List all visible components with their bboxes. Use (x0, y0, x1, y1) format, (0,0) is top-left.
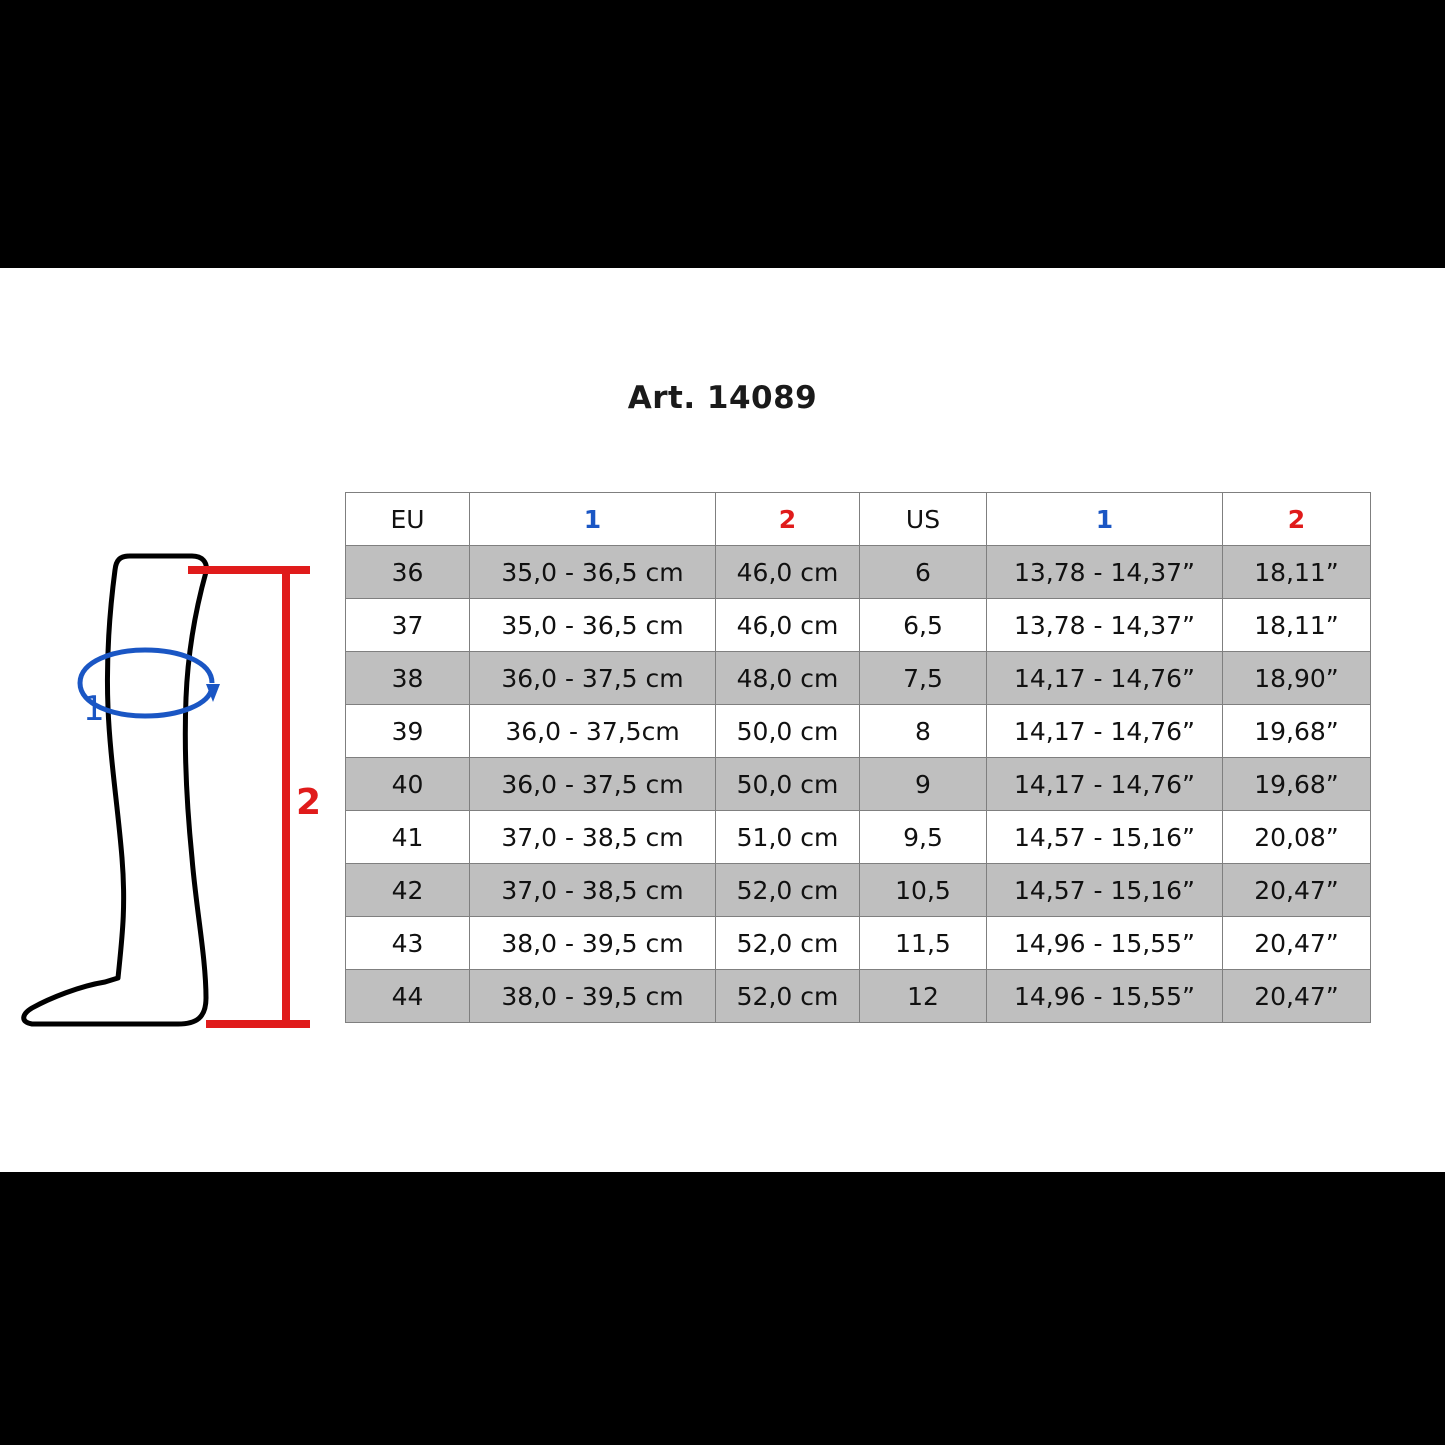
cell-in2: 18,90” (1223, 652, 1371, 705)
size-table (345, 492, 1371, 1023)
cell-in1: 14,17 - 14,76” (987, 758, 1223, 811)
cell-eu: 36 (346, 546, 470, 599)
cell-eu: 37 (346, 599, 470, 652)
table-row (346, 546, 1371, 599)
cell-us: 7,5 (860, 652, 987, 705)
cell-eu: 43 (346, 917, 470, 970)
diagram-label-circumference: 1 (83, 689, 105, 729)
cell-cm1: 35,0 - 36,5 cm (470, 599, 716, 652)
table-header-row (346, 493, 1371, 546)
cell-us: 6,5 (860, 599, 987, 652)
cell-us: 10,5 (860, 864, 987, 917)
cell-cm1: 38,0 - 39,5 cm (470, 970, 716, 1023)
cell-cm2: 46,0 cm (716, 599, 860, 652)
cell-cm1: 37,0 - 38,5 cm (470, 811, 716, 864)
cell-in1: 14,96 - 15,55” (987, 970, 1223, 1023)
cell-in2: 20,47” (1223, 970, 1371, 1023)
diagram-label-height: 2 (296, 782, 322, 823)
cell-us: 12 (860, 970, 987, 1023)
cell-cm2: 50,0 cm (716, 705, 860, 758)
leg-measurement-diagram (10, 458, 340, 1028)
column-header-inch-circumference: 1 (987, 493, 1223, 546)
cell-eu: 38 (346, 652, 470, 705)
table-row (346, 811, 1371, 864)
cell-eu: 42 (346, 864, 470, 917)
cell-cm2: 48,0 cm (716, 652, 860, 705)
column-header-inch-height: 2 (1223, 493, 1371, 546)
cell-in2: 20,08” (1223, 811, 1371, 864)
cell-in1: 13,78 - 14,37” (987, 546, 1223, 599)
cell-cm1: 36,0 - 37,5cm (470, 705, 716, 758)
table-row (346, 652, 1371, 705)
chart-sheet (0, 268, 1445, 1172)
height-indicator-icon (188, 566, 310, 1028)
table-row (346, 758, 1371, 811)
cell-in1: 14,96 - 15,55” (987, 917, 1223, 970)
cell-eu: 41 (346, 811, 470, 864)
cell-in1: 14,57 - 15,16” (987, 811, 1223, 864)
cell-in1: 13,78 - 14,37” (987, 599, 1223, 652)
cell-us: 11,5 (860, 917, 987, 970)
cell-in2: 20,47” (1223, 917, 1371, 970)
cell-in1: 14,17 - 14,76” (987, 705, 1223, 758)
column-header-cm-circumference: 1 (470, 493, 716, 546)
table-header (346, 493, 1371, 546)
cell-in2: 19,68” (1223, 758, 1371, 811)
table-row (346, 864, 1371, 917)
leg-outline-icon (24, 556, 207, 1024)
cell-cm2: 51,0 cm (716, 811, 860, 864)
cell-eu: 39 (346, 705, 470, 758)
cell-cm1: 36,0 - 37,5 cm (470, 758, 716, 811)
cell-eu: 40 (346, 758, 470, 811)
cell-us: 6 (860, 546, 987, 599)
cell-in2: 19,68” (1223, 705, 1371, 758)
cell-us: 9,5 (860, 811, 987, 864)
cell-cm2: 52,0 cm (716, 970, 860, 1023)
cell-cm1: 37,0 - 38,5 cm (470, 864, 716, 917)
cell-cm2: 46,0 cm (716, 546, 860, 599)
table-row (346, 970, 1371, 1023)
table-body (346, 546, 1371, 1023)
size-table-container (345, 492, 1370, 1023)
cell-in1: 14,17 - 14,76” (987, 652, 1223, 705)
page-title: Art. 14089 (627, 380, 818, 416)
cell-in1: 14,57 - 15,16” (987, 864, 1223, 917)
cell-in2: 20,47” (1223, 864, 1371, 917)
table-row (346, 599, 1371, 652)
cell-in2: 18,11” (1223, 546, 1371, 599)
table-row (346, 917, 1371, 970)
cell-cm2: 52,0 cm (716, 864, 860, 917)
cell-us: 9 (860, 758, 987, 811)
cell-cm2: 50,0 cm (716, 758, 860, 811)
table-row (346, 705, 1371, 758)
cell-cm1: 36,0 - 37,5 cm (470, 652, 716, 705)
column-header-us: US (860, 493, 987, 546)
cell-cm1: 35,0 - 36,5 cm (470, 546, 716, 599)
column-header-cm-height: 2 (716, 493, 860, 546)
cell-cm1: 38,0 - 39,5 cm (470, 917, 716, 970)
column-header-eu: EU (346, 493, 470, 546)
cell-eu: 44 (346, 970, 470, 1023)
cell-us: 8 (860, 705, 987, 758)
cell-in2: 18,11” (1223, 599, 1371, 652)
cell-cm2: 52,0 cm (716, 917, 860, 970)
